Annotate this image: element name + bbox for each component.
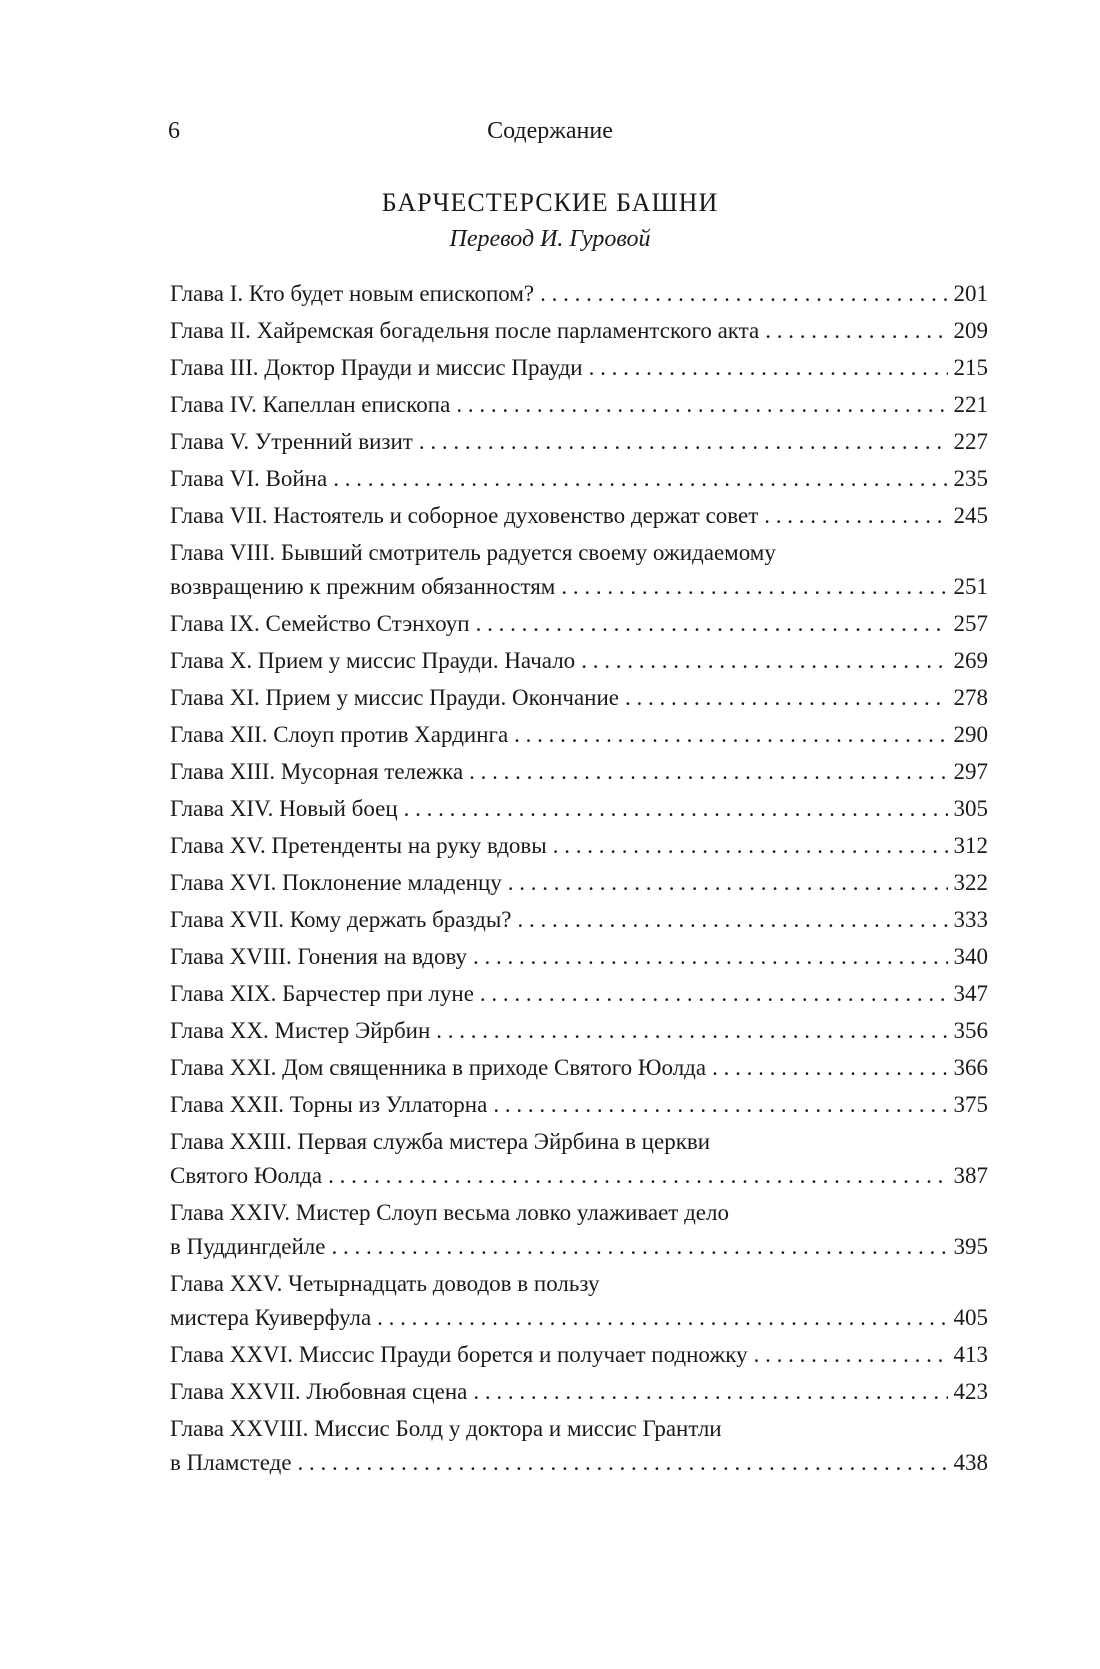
toc-entry	[170, 755, 988, 789]
toc-entry-row	[170, 977, 988, 1011]
toc-entry-row	[170, 1338, 988, 1372]
toc-entry	[170, 903, 988, 937]
toc-entry-title: мистера Куиверфула	[170, 1305, 372, 1330]
toc-page-number: 278	[953, 685, 988, 710]
toc-page-number: 235	[953, 466, 988, 491]
toc-entry-row	[170, 351, 988, 385]
dot-leader	[493, 1088, 947, 1122]
toc-entry	[170, 829, 988, 863]
toc-page-number: 257	[953, 611, 988, 636]
toc-entry	[170, 1051, 988, 1085]
toc-page-number: 340	[953, 944, 988, 969]
toc-entry-row	[170, 1159, 988, 1193]
toc-entry-row	[170, 866, 988, 900]
toc-entry-title: Глава X. Прием у миссис Прауди. Начало	[170, 648, 576, 673]
dot-leader	[473, 1375, 947, 1409]
toc-entry-title: Глава XIX. Барчестер при луне	[170, 981, 474, 1006]
dot-leader	[754, 1338, 948, 1372]
toc-page-number: 423	[953, 1379, 988, 1404]
toc-entry-row	[170, 570, 988, 604]
dot-leader	[553, 829, 948, 863]
toc-entry-row	[170, 1446, 988, 1480]
dot-leader	[476, 607, 948, 641]
toc-entry-title: Глава XV. Претенденты на руку вдовы	[170, 833, 547, 858]
dot-leader	[298, 1446, 948, 1480]
toc-entry-row	[170, 1014, 988, 1048]
toc-entry	[170, 388, 988, 422]
dot-leader	[518, 903, 948, 937]
toc-entry-title: Святого Юолда	[170, 1163, 323, 1188]
toc-entry	[170, 1338, 988, 1372]
toc-entry	[170, 1196, 988, 1264]
running-head: Содержание	[487, 118, 613, 144]
toc-entry	[170, 499, 988, 533]
toc-entry-row	[170, 1375, 988, 1409]
toc-page-number: 221	[953, 392, 988, 417]
toc-entry	[170, 425, 988, 459]
toc-entry-row	[170, 1051, 988, 1085]
toc-page-number: 413	[953, 1342, 988, 1367]
toc-entry	[170, 681, 988, 715]
dot-leader	[589, 351, 948, 385]
toc-entry	[170, 277, 988, 311]
table-of-contents	[170, 277, 988, 1483]
toc-page-number: 438	[953, 1450, 988, 1475]
toc-entry	[170, 1014, 988, 1048]
toc-entry-row	[170, 607, 988, 641]
toc-entry	[170, 536, 988, 604]
toc-entry-row	[170, 499, 988, 533]
toc-page-number: 297	[953, 759, 988, 784]
toc-entry-title: Глава XIV. Новый боец	[170, 796, 398, 821]
toc-entry-title-line: Глава XXV. Четырнадцать доводов в пользу	[170, 1271, 600, 1296]
toc-page-number: 347	[953, 981, 988, 1006]
dot-leader	[436, 1014, 947, 1048]
toc-page-number: 227	[953, 429, 988, 454]
toc-entry-row	[170, 829, 988, 863]
toc-entry-title: в Пуддингдейле	[170, 1234, 326, 1259]
toc-entry-title: Глава XVII. Кому держать бразды?	[170, 907, 512, 932]
toc-entry-title: Глава XII. Слоуп против Хардинга	[170, 722, 509, 747]
toc-entry-title-line: Глава XXVIII. Миссис Болд у доктора и миссис Грантли	[170, 1416, 722, 1441]
page-number: 6	[168, 118, 180, 144]
dot-leader	[480, 977, 948, 1011]
dot-leader	[333, 462, 947, 496]
toc-entry	[170, 607, 988, 641]
toc-page-number: 290	[953, 722, 988, 747]
toc-entry-title-line: Глава VIII. Бывший смотритель радуется своему ожидаемому	[170, 540, 776, 565]
dot-leader	[764, 499, 947, 533]
toc-page-number: 245	[953, 503, 988, 528]
dot-leader	[332, 1230, 948, 1264]
toc-entry-title: Глава XX. Мистер Эйрбин	[170, 1018, 431, 1043]
dot-leader	[404, 792, 948, 826]
dot-leader	[712, 1051, 947, 1085]
toc-entry-title: возвращению к прежним обязанностям	[170, 574, 556, 599]
dot-leader	[328, 1159, 947, 1193]
toc-entry-title: Глава XI. Прием у миссис Прауди. Окончание	[170, 685, 620, 710]
section-title: БАРЧЕСТЕРСКИЕ БАШНИ	[381, 188, 719, 217]
toc-entry-row	[170, 425, 988, 459]
toc-page-number: 312	[953, 833, 988, 858]
toc-entry-title: Глава VII. Настоятель и соборное духовенство держат совет	[170, 503, 759, 528]
toc-entry-row	[170, 681, 988, 715]
toc-entry	[170, 1088, 988, 1122]
dot-leader	[469, 755, 947, 789]
section-subtitle: Перевод И. Гуровой	[449, 226, 651, 252]
toc-entry-title: в Пламстеде	[170, 1450, 292, 1475]
toc-entry	[170, 1412, 988, 1480]
toc-page-number: 375	[953, 1092, 988, 1117]
toc-entry-row	[170, 940, 988, 974]
toc-entry	[170, 314, 988, 348]
toc-entry-row	[170, 903, 988, 937]
toc-page-number: 209	[953, 318, 988, 343]
toc-page-number: 215	[953, 355, 988, 380]
toc-entry	[170, 792, 988, 826]
toc-page-number: 322	[953, 870, 988, 895]
toc-entry-title: Глава XVIII. Гонения на вдову	[170, 944, 468, 969]
toc-entry-title-line: Глава XXIV. Мистер Слоуп весьма ловко улаживает дело	[170, 1200, 729, 1225]
toc-entry-title: Глава III. Доктор Прауди и миссис Прауди	[170, 355, 583, 380]
toc-entry-title: Глава IX. Семейство Стэнхоуп	[170, 611, 470, 636]
toc-entry-row	[170, 462, 988, 496]
toc-entry-title: Глава VI. Война	[170, 466, 328, 491]
toc-entry	[170, 1375, 988, 1409]
toc-entry-row	[170, 1230, 988, 1264]
toc-entry-title: Глава XXII. Торны из Уллаторна	[170, 1092, 488, 1117]
dot-leader	[540, 277, 947, 311]
toc-entry-row	[170, 718, 988, 752]
dot-leader	[508, 866, 948, 900]
toc-entry-row	[170, 644, 988, 678]
dot-leader	[456, 388, 947, 422]
toc-entry-title: Глава I. Кто будет новым епископом?	[170, 281, 535, 306]
toc-entry	[170, 644, 988, 678]
toc-page-number: 405	[953, 1305, 988, 1330]
toc-entry-title: Глава XXVI. Миссис Прауди борется и получает подножку	[170, 1342, 748, 1367]
toc-entry-row	[170, 1301, 988, 1335]
toc-entry-title: Глава II. Хайремская богадельня после парламентского акта	[170, 318, 760, 343]
toc-entry-row	[170, 277, 988, 311]
toc-entry-title: Глава XXI. Дом священника в приходе Святого Юолда	[170, 1055, 707, 1080]
toc-entry-title: Глава IV. Капеллан епископа	[170, 392, 451, 417]
toc-entry-title: Глава XVI. Поклонение младенцу	[170, 870, 502, 895]
toc-entry	[170, 1267, 988, 1335]
toc-page-number: 356	[953, 1018, 988, 1043]
toc-entry	[170, 351, 988, 385]
toc-entry-row	[170, 314, 988, 348]
toc-entry	[170, 462, 988, 496]
toc-entry-row	[170, 792, 988, 826]
toc-entry	[170, 977, 988, 1011]
dot-leader	[561, 570, 947, 604]
toc-page-number: 269	[953, 648, 988, 673]
toc-entry-title: Глава XXVII. Любовная сцена	[170, 1379, 468, 1404]
toc-entry	[170, 1125, 988, 1193]
toc-entry-title-line: Глава XXIII. Первая служба мистера Эйрбина в церкви	[170, 1129, 711, 1154]
dot-leader	[419, 425, 948, 459]
toc-entry-row	[170, 1088, 988, 1122]
toc-page-number: 395	[953, 1234, 988, 1259]
dot-leader	[765, 314, 947, 348]
toc-entry	[170, 866, 988, 900]
toc-page-number: 366	[953, 1055, 988, 1080]
toc-entry-title: Глава XIII. Мусорная тележка	[170, 759, 464, 784]
dot-leader	[581, 644, 947, 678]
toc-entry	[170, 940, 988, 974]
toc-entry-row	[170, 388, 988, 422]
dot-leader	[473, 940, 947, 974]
toc-entry	[170, 718, 988, 752]
toc-page-number: 201	[953, 281, 988, 306]
dot-leader	[377, 1301, 947, 1335]
toc-entry-row	[170, 755, 988, 789]
toc-page-number: 333	[953, 907, 988, 932]
dot-leader	[514, 718, 947, 752]
toc-page-number: 305	[953, 796, 988, 821]
toc-page-number: 387	[953, 1163, 988, 1188]
toc-entry-title: Глава V. Утренний визит	[170, 429, 413, 454]
dot-leader	[625, 681, 947, 715]
toc-page-number: 251	[953, 574, 988, 599]
